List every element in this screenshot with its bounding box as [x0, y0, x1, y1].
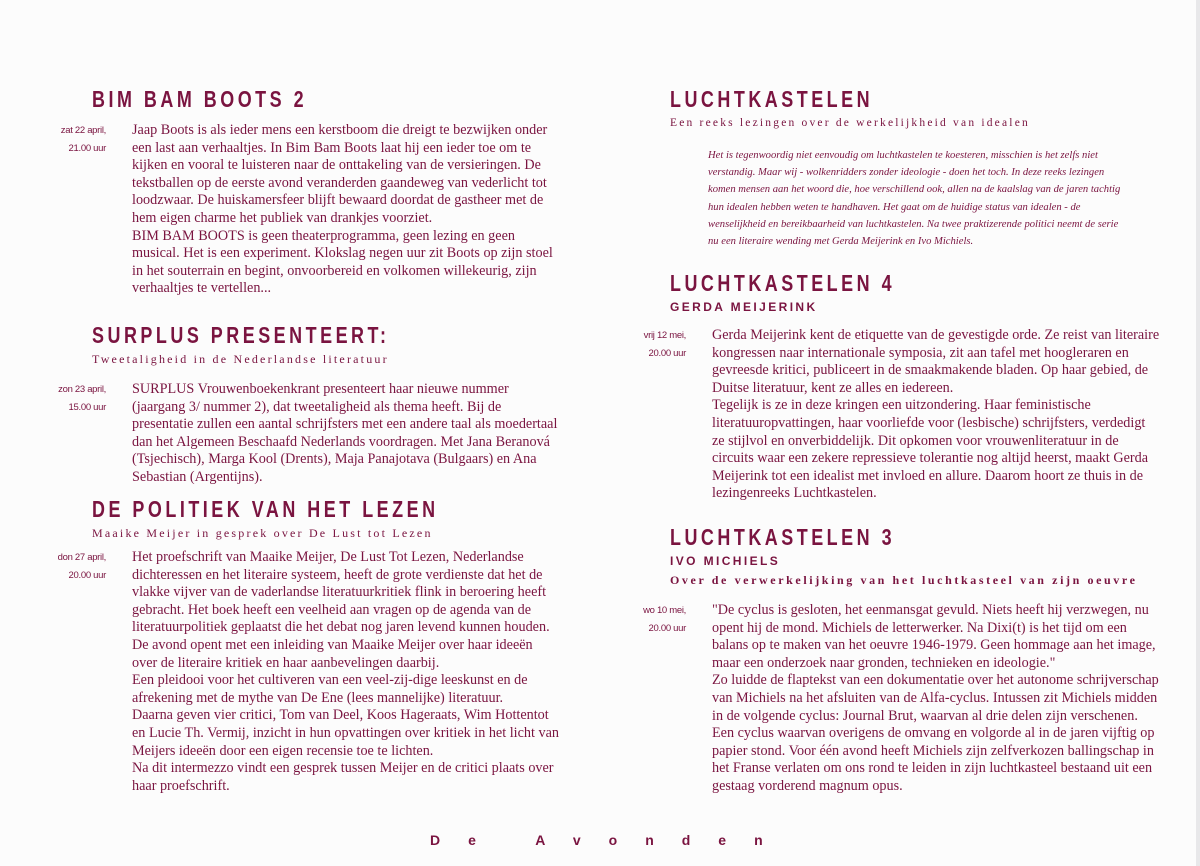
section-subtitle: Over de verwerkelijking van het luchtkasteel van zijn oeuvre: [670, 573, 1138, 587]
event-entry: [60, 122, 560, 298]
event-date-day: wo 10 mei,: [643, 605, 686, 616]
event-description: [712, 327, 1160, 503]
event-date: [626, 327, 686, 363]
paragraph: Gerda Meijerink kent de etiquette van de gevestigde orde. Ze reist van literaire kongressen naar internationale symposia, zit aan tafel met hoogleraren en gevreesde kritici, publiceert in de smaakmakende bladen. Op haar gebied, de Duitse literatuur, kent ze alles en iedereen.: [712, 327, 1160, 396]
section-title: LUCHTKASTELEN 4: [670, 270, 896, 296]
event-date: [626, 602, 686, 638]
event-date-day: zon 23 april,: [58, 384, 106, 395]
paragraph: Na dit intermezzo vindt een gesprek tussen Meijer en de critici plaats over haar proefschrift.: [132, 760, 554, 794]
event-description: [132, 549, 560, 795]
paragraph: BIM BAM BOOTS is geen theaterprogramma, geen lezing en geen musical. Het is een experiment. Klokslag negen uur zit Boots op zijn stoel in het souterrain en begint, onvoorbereid en volkomen willekeurig, zijn verhaaltjes te vertellen...: [132, 227, 553, 297]
event-date-time: 20.00 uur: [648, 348, 686, 359]
event-date-time: 15.00 uur: [68, 402, 106, 413]
event-date-time: 20.00 uur: [648, 623, 686, 634]
section-luchtkastelen-intro: [640, 86, 1160, 250]
event-date: [46, 381, 106, 417]
paragraph: Het proefschrift van Maaike Meijer, De Lust Tot Lezen, Nederlandse dichteressen en het literaire systeem, heeft de grote verdienste dat het de vlakke vijver van de vaderlandse literatuurkritiek flink in beroering heeft gebracht. Het boek heeft een veelheid aan vragen op de agenda van de literatuurpolitiek geplaatst die het debat nog jaren levend kunnen houden.: [132, 549, 550, 636]
section-title: SURPLUS PRESENTEERT:: [92, 322, 390, 348]
event-date-time: 20.00 uur: [68, 570, 106, 581]
event-description: [132, 381, 560, 487]
event-description: [712, 602, 1160, 796]
paragraph: Een pleidooi voor het cultiveren van een veel-zij-dige leeskunst en de afrekening met de mythe van De Ene (lees mannelijke) literatuur.: [132, 672, 528, 706]
event-entry: [640, 327, 1160, 503]
page-edge: [1196, 0, 1200, 866]
paragraph: "De cyclus is gesloten, het eenmansgat gevuld. Niets heeft hij verzwegen, nu opent hij de mond. Michiels de letterwerker. Na Dixi(t) is het tijd om een balans op te maken van het oeuvre 1946-1979. Geen hommage aan het image, maar een onderzoek naar gronden, technieken en ideologie.": [712, 602, 1156, 671]
event-entry: [640, 602, 1160, 796]
event-entry: [60, 381, 560, 487]
section-luchtkastelen-3: [640, 524, 1160, 796]
event-date-day: don 27 april,: [57, 552, 106, 563]
section-surplus: [60, 322, 560, 487]
event-entry: [57, 549, 560, 795]
paragraph: Tegelijk is ze in deze kringen een uitzondering. Haar feministische literatuuropvattingen, haar voorliefde voor (lesbische) schrijfsters, verdedigt ze stijlvol en onverbiddelijk. Dit opkomen voor vrouwenliteratuur in de circuits waar een zekere repressieve tolerantie nog altijd heerst, maakt Gerda Meijerink tot een idealist met invloed en allure. Daarom hoort ze thuis in de lezingenreeks Luchtkastelen.: [712, 397, 1149, 502]
section-subtitle: Een reeks lezingen over de werkelijkheid van idealen: [670, 117, 1030, 129]
section-title: DE POLITIEK VAN HET LEZEN: [92, 496, 439, 522]
speaker-name: GERDA MEIJERINK: [670, 300, 818, 314]
event-date-time: 21.00 uur: [68, 143, 106, 154]
event-date-day: vrij 12 mei,: [643, 330, 686, 341]
event-date: [46, 122, 106, 158]
paragraph: De avond opent met een inleiding van Maaike Meijer over haar ideeën over de literaire kritiek en haar aanbevelingen daarbij.: [132, 636, 533, 671]
section-title: LUCHTKASTELEN 3: [670, 524, 896, 550]
speaker-name: IVO MICHIELS: [670, 554, 781, 568]
paragraph: Jaap Boots is als ieder mens een kerstboom die dreigt te bezwijken onder een last aan verhaaltjes. In Bim Bam Boots laat hij een ieder toe om te kijken en vooral te luisteren naar de onttakeling van de versieringen. De tekstballen op de eerste avond veranderden gaandeweg van vederlicht tot loodzwaar. De huiskamersfeer blijft bewaard doordat de gastheer met de hem eigen charme het publiek van drankjes voorziet.: [132, 122, 548, 226]
event-description: [132, 122, 560, 298]
section-bim-bam-boots: [60, 86, 560, 298]
footer-title: De Avonden: [430, 832, 791, 848]
paragraph: Zo luidde de flaptekst van een dokumentatie over het autonome schrijverschap van Michiels na het afsluiten van de Alfa-cyclus. Intussen zit Michiels midden in de volgende cyclus: Journal Brut, waarvan al drie delen zijn verschenen. Een cyclus waarvan overigens de omvang en volgorde al in de jaren vijftig op papier stond. Voor één avond heeft Michiels zijn zelfverkozen ballingschap in het Franse verlaten om ons rond te leiden in zijn luchtkasteel bestaand uit een gestaag vorderend magnum opus.: [712, 672, 1159, 794]
event-date-day: zat 22 april,: [60, 125, 106, 136]
section-luchtkastelen-4: [640, 270, 1160, 503]
series-introduction: Het is tegenwoordig niet eenvoudig om luchtkastelen te koesteren, misschien is het zelfs niet verstandig. Maar wij - wolkenridders zonder ideologie - doen het toch. In deze reeks lezingen komen mensen aan het woord die, hoe verschillend ook, allen na de kaalslag van de jaren tachtig hun idealen hebben weten te handhaven. Het gaat om de huidige status van idealen - de wenselijkheid en bereikbaarheid van luchtkastelen. Na twee praktizerende politici neemt de serie nu een literaire wending met Gerda Meijerink en Ivo Michiels.: [708, 150, 1121, 248]
section-subtitle: Tweetaligheid in de Nederlandse literatuur: [92, 352, 389, 366]
paragraph: Daarna geven vier critici, Tom van Deel, Koos Hageraats, Wim Hottentot en Lucie Th. Vermij, inzicht in hun opvattingen over kritiek in het licht van Meijers ideeën door een eigen recensie toe te lichten.: [132, 707, 559, 759]
section-title: LUCHTKASTELEN: [670, 86, 874, 112]
paragraph: SURPLUS Vrouwenboekenkrant presenteert haar nieuwe nummer (jaargang 3/ nummer 2), dat tweetaligheid als thema heeft. Bij de presentatie zullen een aantal schrijfsters met een andere taal als moedertaal dan het Algemeen Beschaafd Nederlands voordragen. Met Jana Beranová (Tsjechisch), Marga Kool (Drents), Maja Panajotava (Bulgaars) en Ana Sebastian (Argentijns).: [132, 381, 558, 485]
section-title: BIM BAM BOOTS 2: [92, 86, 308, 112]
section-politiek-van-het-lezen: [57, 496, 560, 795]
event-date: [46, 549, 106, 585]
section-subtitle: Maaike Meijer in gesprek over De Lust tot Lezen: [92, 526, 433, 540]
